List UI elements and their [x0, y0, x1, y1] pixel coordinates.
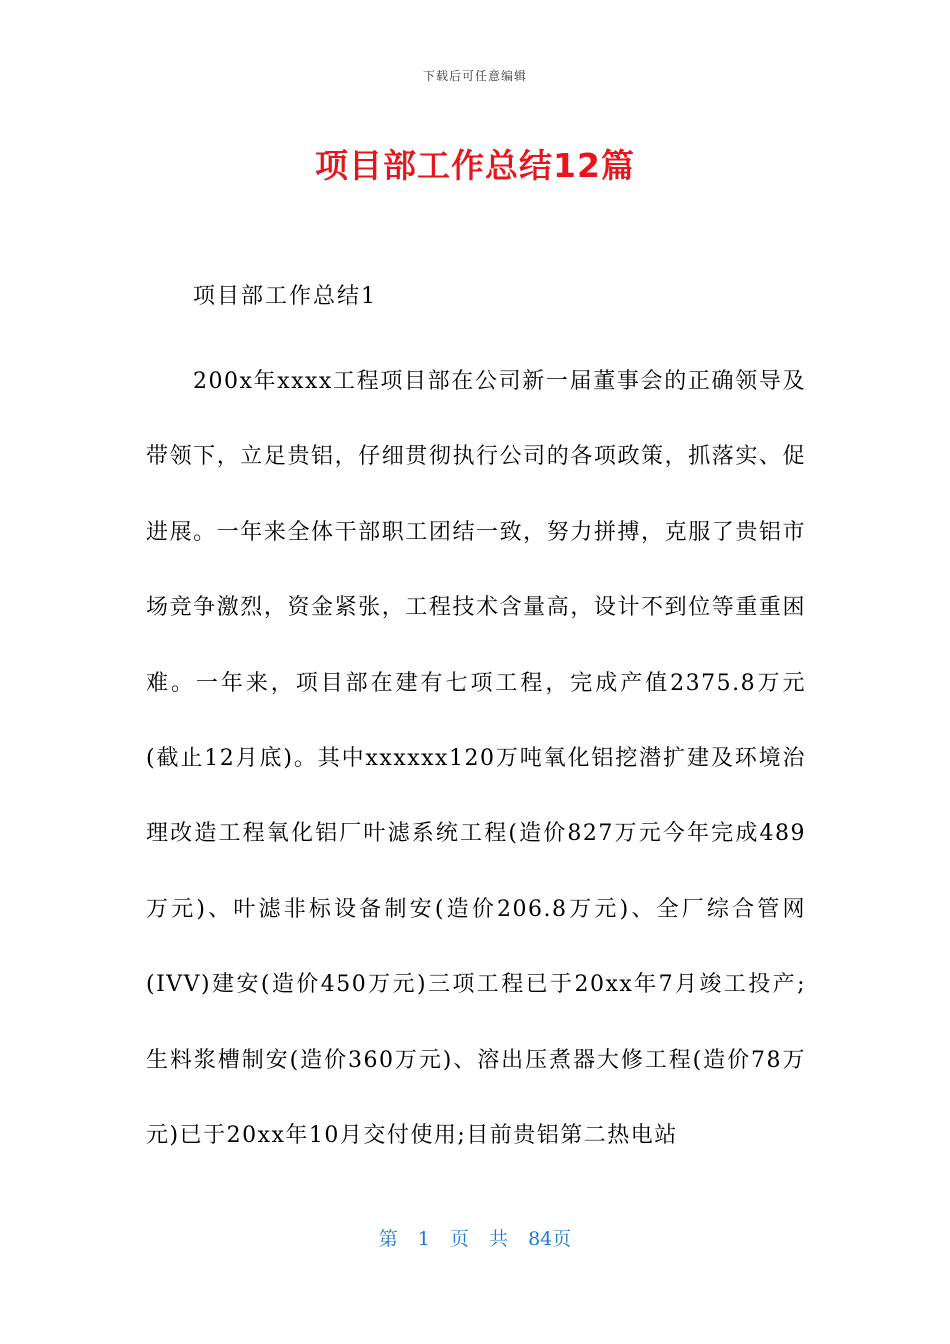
- current-page-number: 1: [417, 1228, 430, 1250]
- section-heading: 项目部工作总结1: [193, 284, 377, 309]
- page-header-note: 下载后可任意编辑: [422, 69, 527, 83]
- body-paragraph: 200x年xxxx工程项目部在公司新一届董事会的正确领导及带领下，立足贵铝，仔细贯彻执行公司的各项政策，抓落实、促进展。一年来全体干部职工团结一致，努力拼搏，克服了贵铝市场竞争激烈，资金紧张，工程技术含量高，设计不到位等重重困难。一年来，项目部在建有七项工程，完成产值2375.8万元(截止12月底)。其中xxxxxx120万吨氧化铝挖潜扩建及环境治理改造工程氧化铝厂叶滤系统工程(造价827万元今年完成489万元)、叶滤非标设备制安(造价206.8万元)、全厂综合管网(IVV)建安(造价450万元)三项工程已于20xx年7月竣工投产;生料浆槽制安(造价360万元)、溶出压煮器大修工程(造价78万元)已于20xx年10月交付使用;目前贵铝第二热电站: [146, 369, 806, 1149]
- document-body: [146, 272, 806, 1173]
- page-label: 页: [449, 1228, 469, 1250]
- total-label: 共: [489, 1228, 509, 1250]
- total-pages: 84页: [528, 1228, 572, 1250]
- document-title: 项目部工作总结12篇: [315, 146, 635, 185]
- page-footer: [0, 1224, 950, 1251]
- page-label-prefix: 第: [378, 1228, 398, 1250]
